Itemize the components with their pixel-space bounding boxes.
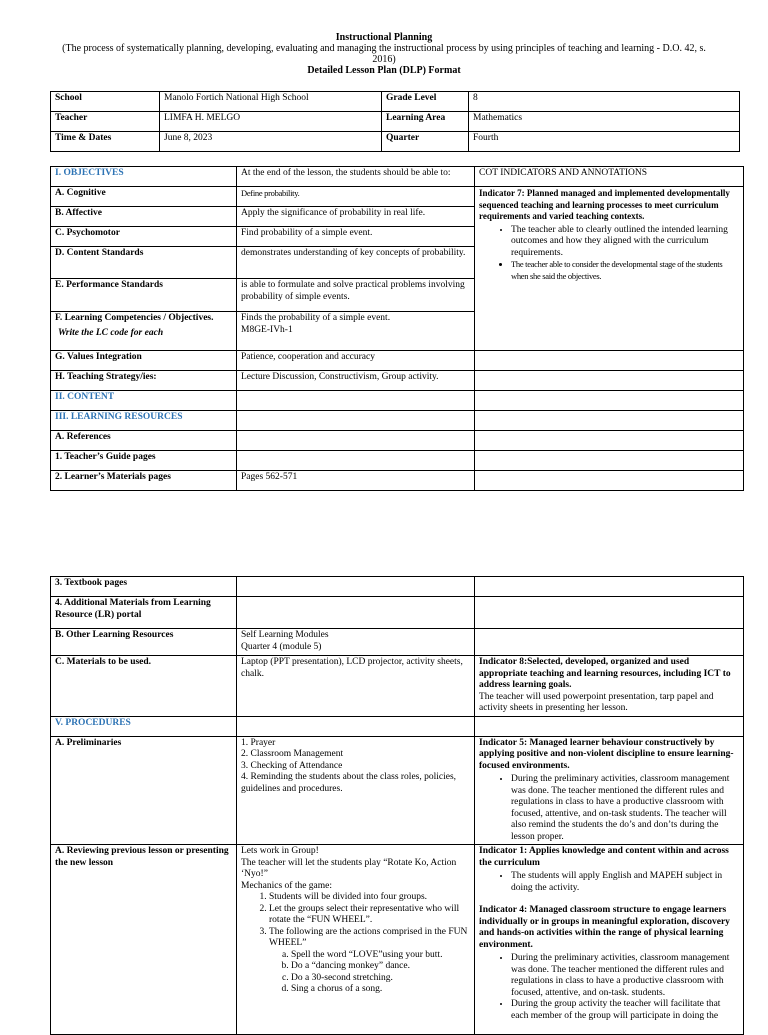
objectives-heading: I. OBJECTIVES xyxy=(51,167,237,187)
quarter-label: Quarter xyxy=(382,132,469,152)
values-label: G. Values Integration xyxy=(51,351,237,371)
review-action: c. Do a 30-second stretching. xyxy=(291,973,470,985)
prelim-item: 3. Checking of Attendance xyxy=(241,760,343,771)
time-value: June 8, 2023 xyxy=(160,132,382,152)
empty-cell xyxy=(475,451,744,471)
materials-label: C. Materials to be used. xyxy=(51,656,237,717)
competencies-value: Finds the probability of a simple event. xyxy=(241,313,391,323)
competencies-value-cell xyxy=(237,312,475,351)
empty-cell xyxy=(237,577,475,597)
objectives-table xyxy=(50,166,744,491)
performance-standards-label: E. Performance Standards xyxy=(51,279,237,312)
empty-cell xyxy=(237,451,475,471)
cognitive-value: Define probability. xyxy=(237,187,475,207)
other-resources-label: B. Other Learning Resources xyxy=(51,629,237,656)
procedures-table xyxy=(50,576,744,1035)
prelim-item: 2. Classroom Management xyxy=(241,749,344,759)
empty-cell xyxy=(237,411,475,431)
materials-value: Laptop (PPT presentation), LCD projector, activity sheets, chalk. xyxy=(237,656,475,717)
empty-cell xyxy=(475,351,744,371)
indicator8-cell xyxy=(475,656,744,717)
teacher-label: Teacher xyxy=(51,112,160,132)
empty-cell xyxy=(475,471,744,491)
indicator5-list xyxy=(479,774,739,843)
indicator7-list xyxy=(479,225,739,283)
quarter-value: Fourth xyxy=(469,132,740,152)
references-label: A. References xyxy=(51,431,237,451)
empty-cell xyxy=(475,411,744,431)
additional-materials-label: 4. Additional Materials from Learning Resource (LR) portal xyxy=(51,597,237,629)
indicator4-title: Indicator 4: Managed classroom structure to engage learners individually or in groups in meaningful exploration, discovery and hands-on activities within the range of physical learning environment. xyxy=(479,905,730,950)
strategy-label: H. Teaching Strategy/ies: xyxy=(51,371,237,391)
indicator7-item: • The teacher able to clearly outlined the intended learning outcomes and how they aligned with the curriculum requirements. xyxy=(511,225,739,260)
info-table xyxy=(50,91,740,152)
empty-cell xyxy=(475,371,744,391)
indicator4-list xyxy=(479,953,739,1022)
indicator1-title: Indicator 1: Applies knowledge and content within and across the curriculum xyxy=(479,846,729,868)
indicator8-text: The teacher will used powerpoint presentation, tarp papel and activity sheets in presenting her lesson. xyxy=(479,691,714,713)
competencies-code: M8GE-IVh-1 xyxy=(241,324,293,335)
other-resources-value: Self Learning Modules xyxy=(241,630,329,640)
affective-value: Apply the significance of probability in real life. xyxy=(237,207,475,227)
strategy-value: Lecture Discussion, Constructivism, Group activity. xyxy=(237,371,475,391)
doc-subtitle: (The process of systematically planning, developing, evaluating and managing the instructional process by using principles of teaching and learning - D.O. 42, s. 2016) xyxy=(62,43,706,65)
empty-cell xyxy=(475,597,744,629)
grade-value: 8 xyxy=(469,92,740,112)
empty-cell xyxy=(475,391,744,411)
indicator7-title: Indicator 7: Planned managed and implemented developmentally sequenced teaching and learning processes to meet curriculum requirements and varied teaching contexts. xyxy=(479,188,730,221)
time-label: Time & Dates xyxy=(51,132,160,152)
content-standards-label: D. Content Standards xyxy=(51,247,237,279)
preliminaries-cell xyxy=(237,736,475,845)
review-step: 1. Students will be divided into four groups. xyxy=(269,892,470,904)
indicator1-list xyxy=(479,871,739,894)
psychomotor-label: C. Psychomotor xyxy=(51,227,237,247)
review-step xyxy=(269,927,470,996)
empty-cell xyxy=(475,716,744,736)
document-header xyxy=(50,32,718,76)
psychomotor-value: Find probability of a simple event. xyxy=(237,227,475,247)
school-value: Manolo Fortich National High School xyxy=(160,92,382,112)
indicator5-item: • During the preliminary activities, classroom management was done. The teacher mentioned the different rules and regulations in class to have a productive classroom with focused, attentive, and on-task students. The teacher will also remind the students the do’s and don’ts during the lesson proper. xyxy=(511,774,739,843)
review-intro: Lets work in Group! xyxy=(241,846,319,856)
review-step: 2. Let the groups select their representative who will rotate the “FUN WHEEL”. xyxy=(269,904,470,927)
review-intro: Mechanics of the game: xyxy=(241,880,333,891)
area-value: Mathematics xyxy=(469,112,740,132)
doc-format-title: Detailed Lesson Plan (DLP) Format xyxy=(307,65,461,76)
performance-standards-value: is able to formulate and solve practical problems involving probability of simple events. xyxy=(237,279,475,312)
cot-header: COT INDICATORS AND ANNOTATIONS xyxy=(475,167,744,187)
teachers-guide-label: 1. Teacher’s Guide pages xyxy=(51,451,237,471)
content-heading: II. CONTENT xyxy=(51,391,237,411)
indicator5-cell xyxy=(475,736,744,845)
other-resources-value: Quarter 4 (module 5) xyxy=(241,641,322,652)
preliminaries-label: A. Preliminaries xyxy=(51,736,237,845)
review-actions xyxy=(269,950,470,996)
review-step-text: The following are the actions comprised in the FUN WHEEL” xyxy=(269,926,468,948)
indicator4-item: • During the group activity the teacher will facilitate that each member of the group will participate in doing the xyxy=(511,999,739,1022)
values-value: Patience, cooperation and accuracy xyxy=(237,351,475,371)
cognitive-label: A. Cognitive xyxy=(51,187,237,207)
learners-materials-label: 2. Learner’s Materials pages xyxy=(51,471,237,491)
competencies-cell xyxy=(51,312,237,351)
textbook-label: 3. Textbook pages xyxy=(51,577,237,597)
empty-cell xyxy=(237,431,475,451)
empty-cell xyxy=(237,716,475,736)
other-resources-cell xyxy=(237,629,475,656)
review-action: a. Spell the word “LOVE”using your butt. xyxy=(291,950,470,962)
procedures-heading: V. PROCEDURES xyxy=(51,716,237,736)
prelim-item: 4. Reminding the students about the class roles, policies, guidelines and procedures. xyxy=(241,772,457,794)
indicator4-item: • During the preliminary activities, classroom management was done. The teacher mentioned the different rules and regulations in class to have a productive classroom with focused, attentive, and on-task. students. xyxy=(511,953,739,999)
empty-cell xyxy=(475,629,744,656)
review-intro: The teacher will let the students play “Rotate Ko, Action ‘Nyo!” xyxy=(241,857,457,879)
indicator5-title: Indicator 5: Managed learner behaviour constructively by applying positive and non-violent discipline to ensure learning-focused environments. xyxy=(479,737,734,771)
indicator1-item: • The students will apply English and MAPEH subject in doing the activity. xyxy=(511,871,739,894)
grade-label: Grade Level xyxy=(382,92,469,112)
review-steps xyxy=(241,892,470,996)
review-action: b. Do a “dancing monkey” dance. xyxy=(291,961,470,973)
indicator7-item: • The teacher able to consider the developmental stage of the students when she said the objectives. xyxy=(511,259,739,282)
doc-title: Instructional Planning xyxy=(335,32,433,43)
area-label: Learning Area xyxy=(382,112,469,132)
empty-cell xyxy=(475,431,744,451)
school-label: School xyxy=(51,92,160,112)
learners-materials-value: Pages 562-571 xyxy=(237,471,475,491)
content-standards-value: demonstrates understanding of key concepts of probability. xyxy=(237,247,475,279)
indicator7-cell xyxy=(475,187,744,351)
teacher-value: LIMFA H. MELGO xyxy=(160,112,382,132)
indicator8-title: Indicator 8:Selected, developed, organized and used appropriate teaching and learning resources, including ICT to address learning goals. xyxy=(479,657,731,690)
learning-resources-heading: III. LEARNING RESOURCES xyxy=(51,411,237,431)
objectives-value: At the end of the lesson, the students should be able to: xyxy=(237,167,475,187)
prelim-item: 1. Prayer xyxy=(241,737,276,748)
empty-cell xyxy=(475,577,744,597)
competencies-label: F. Learning Competencies / Objectives. xyxy=(55,313,214,323)
indicator1-4-cell xyxy=(475,845,744,1035)
reviewing-cell xyxy=(237,845,475,1035)
affective-label: B. Affective xyxy=(51,207,237,227)
competencies-note: Write the LC code for each xyxy=(58,327,164,338)
empty-cell xyxy=(237,597,475,629)
reviewing-label: A. Reviewing previous lesson or presenting the new lesson xyxy=(51,845,237,1035)
review-action: d. Sing a chorus of a song. xyxy=(291,984,470,996)
empty-cell xyxy=(237,391,475,411)
